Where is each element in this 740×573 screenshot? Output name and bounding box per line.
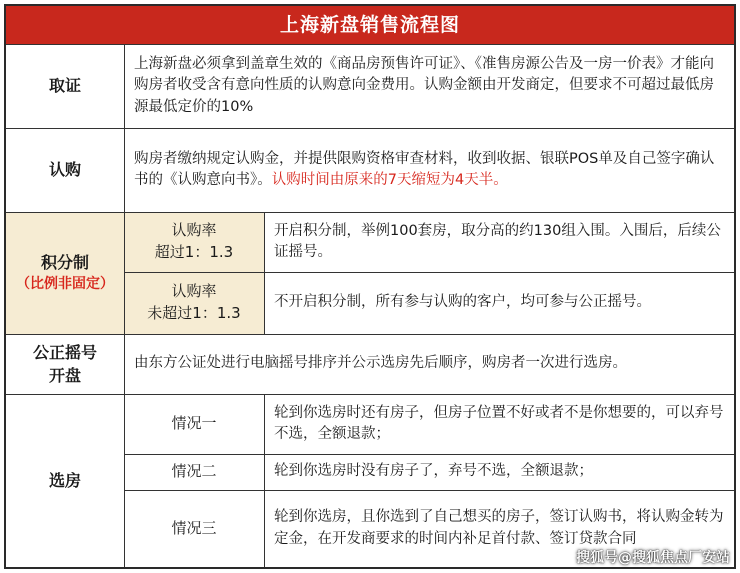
grid-line [124,272,734,273]
grid-line [6,334,734,335]
jf-text-b: 不开启积分制，所有参与认购的客户，均可参与公正摇号。 [274,294,651,311]
grid-line [6,394,734,395]
jf-text-a: 开启积分制，举例100套房，取分高的约130组入围。入围后，后续公证摇号。 [274,222,721,260]
grid-line [6,128,734,129]
watermark: 搜狐号@搜狐焦点厂安站 [576,550,730,566]
row-text-rg [124,128,734,212]
row-label-jf [6,212,124,334]
rg-text: 购房者缴纳规定认购金，并提供限购资格审查材料，收到收据、银联POS单及自己签字确认书的《认购意向书》。 [134,150,715,188]
row-text-qz: 上海新盘必须拿到盖章生效的《商品房预售许可证》、《准售房源公告及一房一价表》才能向购房者收受含有意向性质的认购意向金费用。认购金额由开发商定，但要求不可超过最低房源最低定价的10% [134,56,714,115]
grid-line [124,454,734,455]
rg-highlight: 认购时间由原来的7天缩短为4天半。 [271,172,508,188]
flowchart-table [4,4,736,569]
jf-cond-b [124,272,264,334]
grid-line [264,394,265,567]
jf-cond-a-line2: 超过1：1.3 [154,243,234,261]
row-label-qz: 取证 [48,76,81,96]
jf-cond-b-line2: 未超过1：1.3 [147,304,241,322]
xf-case-1: 情况一 [171,414,217,433]
xf-text-3: 轮到你选房，且你选到了自己想买的房子，签订认购书，将认购金转为定金，在开发商要求的时间内补足首付款、签订贷款合同 [274,509,724,547]
xf-case-2: 情况二 [171,462,217,481]
xf-text-2: 轮到你选房时没有房子了，弃号不选，全额退款； [274,463,593,480]
gz-label-line2: 开盘 [48,366,81,385]
grid-line [6,212,734,213]
jf-cond-a [124,212,264,272]
grid-line [6,44,734,45]
table-title: 上海新盘销售流程图 [6,6,734,44]
grid-line [264,212,265,334]
row-label-gz [6,334,124,394]
grid-line [124,490,734,491]
jf-note: （比例非固定） [16,276,114,293]
jf-label: 积分制 [40,253,89,273]
gz-label-line1: 公正摇号 [32,342,97,362]
jf-cond-a-line1: 认购率 [171,221,217,240]
row-text-gz: 由东方公证处进行电脑摇号排序并公示选房先后顺序，购房者一次进行选房。 [134,355,627,372]
row-label-xf: 选房 [48,470,81,490]
row-label-rg: 认购 [48,160,81,180]
xf-case-3: 情况三 [171,518,217,537]
jf-cond-b-line1: 认购率 [171,282,217,301]
grid-line [124,44,125,567]
xf-text-1: 轮到你选房时还有房子，但房子位置不好或者不是你想要的，可以弃号不选，全额退款； [274,404,724,442]
